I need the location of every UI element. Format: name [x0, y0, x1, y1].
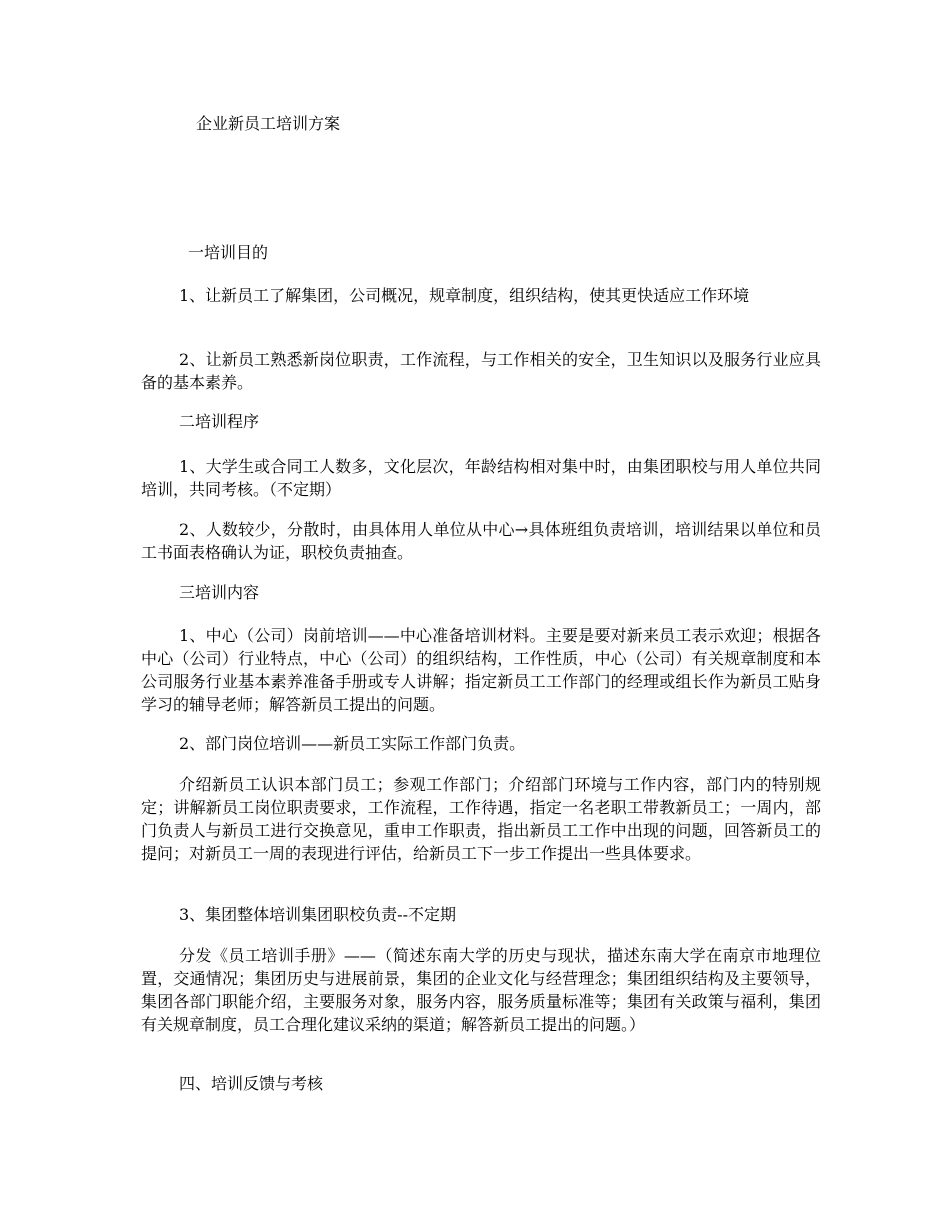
- section-heading-purpose: 一培训目的: [188, 243, 269, 262]
- paragraph-procedure-2: [141, 518, 821, 564]
- paragraph-content-3: [141, 773, 821, 865]
- paragraph-text: 2、让新员工熟悉新岗位职责，工作流程，与工作相关的安全，卫生知识以及服务行业应具备的基本素养。: [141, 350, 821, 392]
- paragraph-text: 3、集团整体培训集团职校负责--不定期: [179, 905, 456, 924]
- section-heading-procedure: 二培训程序: [179, 412, 260, 431]
- section-heading-content: 三培训内容: [179, 583, 260, 602]
- section-heading-feedback: 四、培训反馈与考核: [179, 1074, 324, 1093]
- paragraph-text: 2、人数较少，分散时，由具体用人单位从中心→具体班组负责培训，培训结果以单位和员工书面表格确认为证，职校负责抽查。: [141, 520, 821, 562]
- paragraph-content-5: [141, 944, 821, 1036]
- paragraph-content-4: [141, 903, 821, 926]
- paragraph-purpose-1: [141, 284, 821, 307]
- paragraph-purpose-2: [141, 348, 821, 394]
- paragraph-content-2: [141, 732, 821, 755]
- paragraph-text: 2、部门岗位培训——新员工实际工作部门负责。: [179, 734, 526, 753]
- paragraph-procedure-1: [141, 455, 821, 501]
- paragraph-text: 介绍新员工认识本部门员工；参观工作部门；介绍部门环境与工作内容，部门内的特别规定；讲解新员工岗位职责要求，工作流程，工作待遇，指定一名老职工带教新员工；一周内，部门负责人与新员工进行交换意见，重申工作职责，指出新员工工作中出现的问题，回答新员工的提问；对新员工一周的表现进行评估，给新员工下一步工作提出一些具体要求。: [141, 775, 821, 863]
- paragraph-text: 1、大学生或合同工人数多，文化层次，年龄结构相对集中时，由集团职校与用人单位共同培训，共同考核。（不定期）: [141, 457, 821, 499]
- document-title: 企业新员工培训方案: [196, 114, 341, 133]
- paragraph-content-1: [141, 624, 821, 716]
- paragraph-text: 1、中心（公司）岗前培训——中心准备培训材料。主要是要对新来员工表示欢迎；根据各中心（公司）行业特点，中心（公司）的组织结构，工作性质，中心（公司）有关规章制度和本公司服务行业基本素养准备手册或专人讲解；指定新员工工作部门的经理或组长作为新员工贴身学习的辅导老师；解答新员工提出的问题。: [141, 626, 821, 714]
- paragraph-text: 1、让新员工了解集团，公司概况，规章制度，组织结构，使其更快适应工作环境: [179, 286, 750, 305]
- paragraph-text: 分发《员工培训手册》——（简述东南大学的历史与现状，描述东南大学在南京市地理位置，交通情况；集团历史与进展前景，集团的企业文化与经营理念；集团组织结构及主要领导，集团各部门职能介绍，主要服务对象，服务内容，服务质量标准等；集团有关政策与福利，集团有关规章制度，员工合理化建议采纳的渠道；解答新员工提出的问题。）: [141, 946, 821, 1034]
